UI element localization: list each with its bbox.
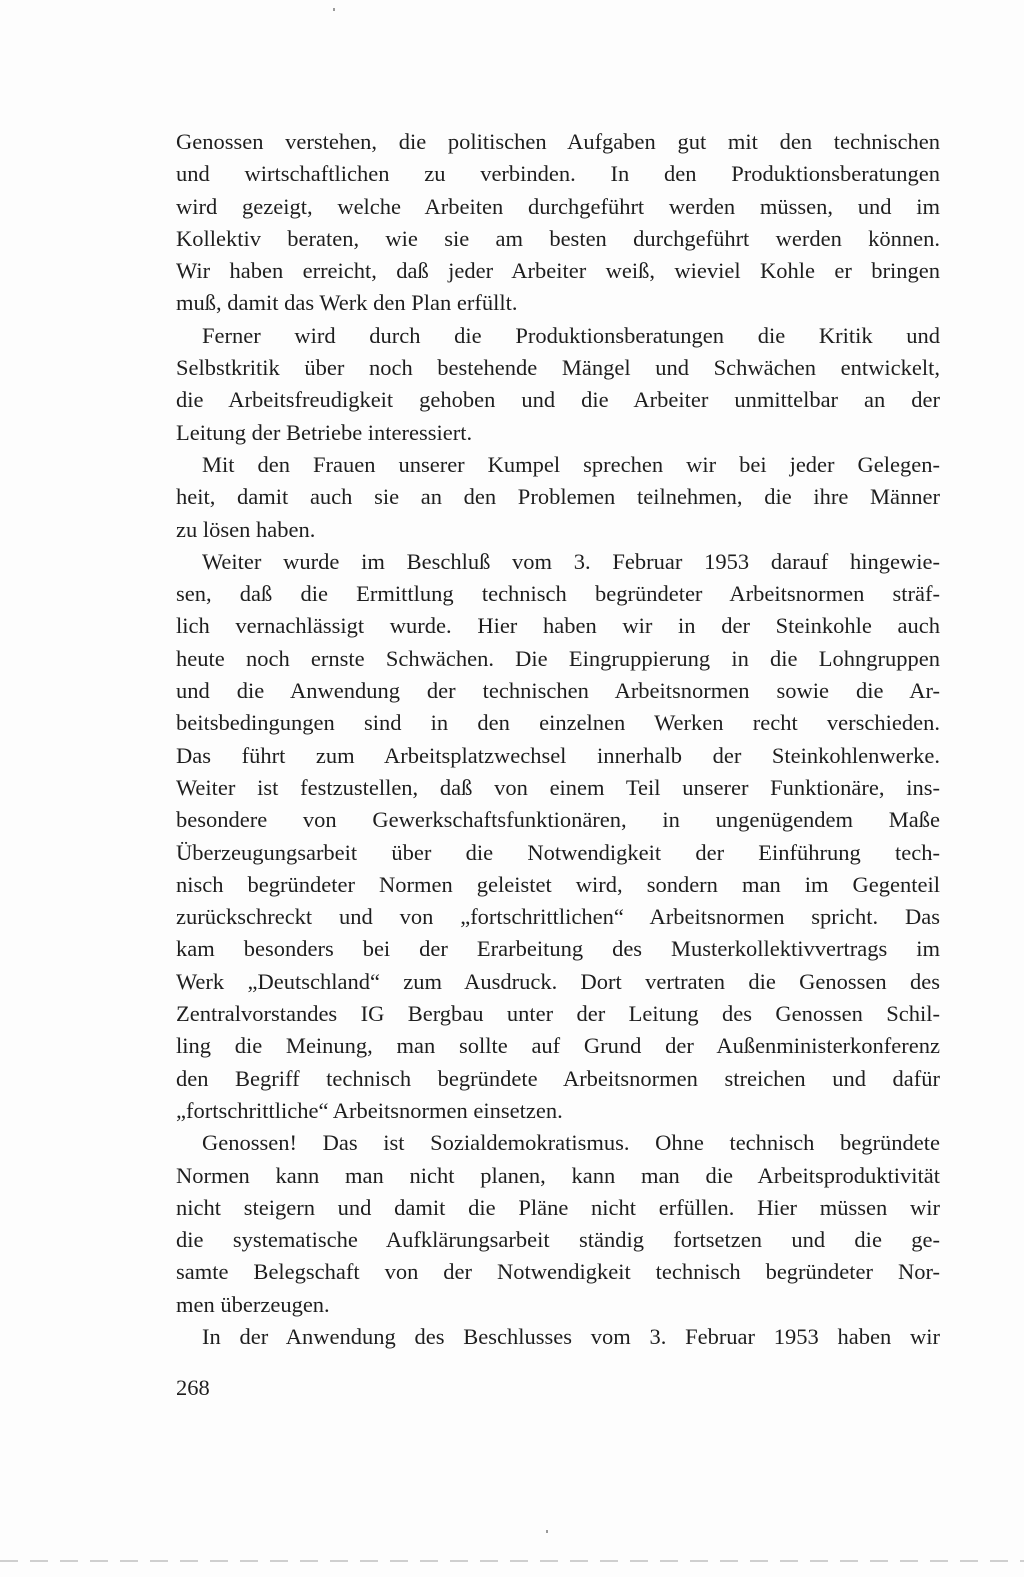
text-line: sen, daß die Ermittlung technisch begründeter Arbeitsnormen sträf- [176, 581, 940, 607]
text-line: nisch begründeter Normen geleistet wird, sondern man im Gegenteil [176, 871, 940, 897]
text-line: In der Anwendung des Beschlusses vom 3. Februar 1953 haben wir [202, 1323, 940, 1349]
text-line: Das führt zum Arbeitsplatzwechsel innerhalb der Steinkohlenwerke. [176, 742, 940, 768]
text-line: heit, damit auch sie an den Problemen teilnehmen, die ihre Männer [176, 484, 940, 510]
text-line: und die Anwendung der technischen Arbeitsnormen sowie die Ar- [176, 678, 940, 704]
scan-bottom-edge [0, 1560, 1024, 1562]
scan-speck [333, 8, 335, 11]
text-line: nicht steigern und damit die Pläne nicht erfüllen. Hier müssen wir [176, 1194, 940, 1220]
text-line: zurückschreckt und von „fortschrittlichen“ Arbeitsnormen spricht. Das [176, 904, 940, 930]
text-line: men überzeugen. [176, 1291, 330, 1317]
text-line: kam besonders bei der Erarbeitung des Musterkollektivvertrags im [176, 936, 940, 962]
text-line: Genossen! Das ist Sozialdemokratismus. Ohne technisch begründete [202, 1130, 940, 1156]
text-line: die systematische Aufklärungsarbeit ständig fortsetzen und die ge- [176, 1227, 940, 1253]
paragraph [176, 546, 940, 1127]
text-line: wird gezeigt, welche Arbeiten durchgeführt werden müssen, und im [176, 193, 940, 219]
text-line: Weiter ist festzustellen, daß von einem Teil unserer Funktionäre, ins- [176, 774, 940, 800]
text-line: Überzeugungsarbeit über die Notwendigkeit der Einführung tech- [176, 839, 940, 865]
text-line: lich vernachlässigt wurde. Hier haben wir in der Steinkohle auch [176, 613, 940, 639]
page-number: 268 [176, 1375, 210, 1400]
text-line: Weiter wurde im Beschluß vom 3. Februar 1953 darauf hingewie- [202, 548, 940, 574]
text-line: und wirtschaftlichen zu verbinden. In den Produktionsberatungen [176, 161, 940, 187]
text-line: beitsbedingungen sind in den einzelnen Werken recht verschieden. [176, 710, 940, 736]
scan-speck [546, 1530, 548, 1533]
paragraph [176, 449, 940, 546]
text-line: muß, damit das Werk den Plan erfüllt. [176, 290, 518, 316]
paragraph [176, 1321, 940, 1353]
text-line: Mit den Frauen unserer Kumpel sprechen wir bei jeder Gelegen- [202, 451, 940, 477]
text-line: Genossen verstehen, die politischen Aufgaben gut mit den technischen [176, 129, 940, 154]
text-line: besondere von Gewerkschaftsfunktionären, in ungenügendem Maße [176, 807, 940, 833]
text-line: heute noch ernste Schwächen. Die Eingruppierung in die Lohngruppen [176, 645, 940, 671]
text-line: Zentralvorstandes IG Bergbau unter der Leitung des Genossen Schil- [176, 1001, 940, 1027]
text-line: Kollektiv beraten, wie sie am besten durchgeführt werden können. [176, 225, 940, 251]
paragraph [176, 126, 940, 320]
paragraph [176, 1127, 940, 1321]
text-line: Selbstkritik über noch bestehende Mängel und Schwächen entwickelt, [176, 355, 940, 381]
text-line: Wir haben erreicht, daß jeder Arbeiter weiß, wieviel Kohle er bringen [176, 258, 940, 284]
text-line: den Begriff technisch begründete Arbeitsnormen streichen und dafür [176, 1065, 940, 1091]
paragraph [176, 320, 940, 449]
text-line: samte Belegschaft von der Notwendigkeit technisch begründeter Nor- [176, 1259, 940, 1285]
text-line: Ferner wird durch die Produktionsberatungen die Kritik und [202, 322, 940, 348]
text-line: Leitung der Betriebe interessiert. [176, 419, 473, 445]
text-line: zu lösen haben. [176, 516, 316, 542]
text-line: Normen kann man nicht planen, kann man die Arbeitsproduktivität [176, 1162, 940, 1188]
text-line: die Arbeitsfreudigkeit gehoben und die Arbeiter unmittelbar an der [176, 387, 940, 413]
body-text [176, 126, 940, 1353]
text-line: „fortschrittliche“ Arbeitsnormen einsetzen. [176, 1097, 563, 1123]
text-line: Werk „Deutschland“ zum Ausdruck. Dort vertraten die Genossen des [176, 968, 940, 994]
text-line: ling die Meinung, man sollte auf Grund der Außenministerkonferenz [176, 1033, 940, 1059]
